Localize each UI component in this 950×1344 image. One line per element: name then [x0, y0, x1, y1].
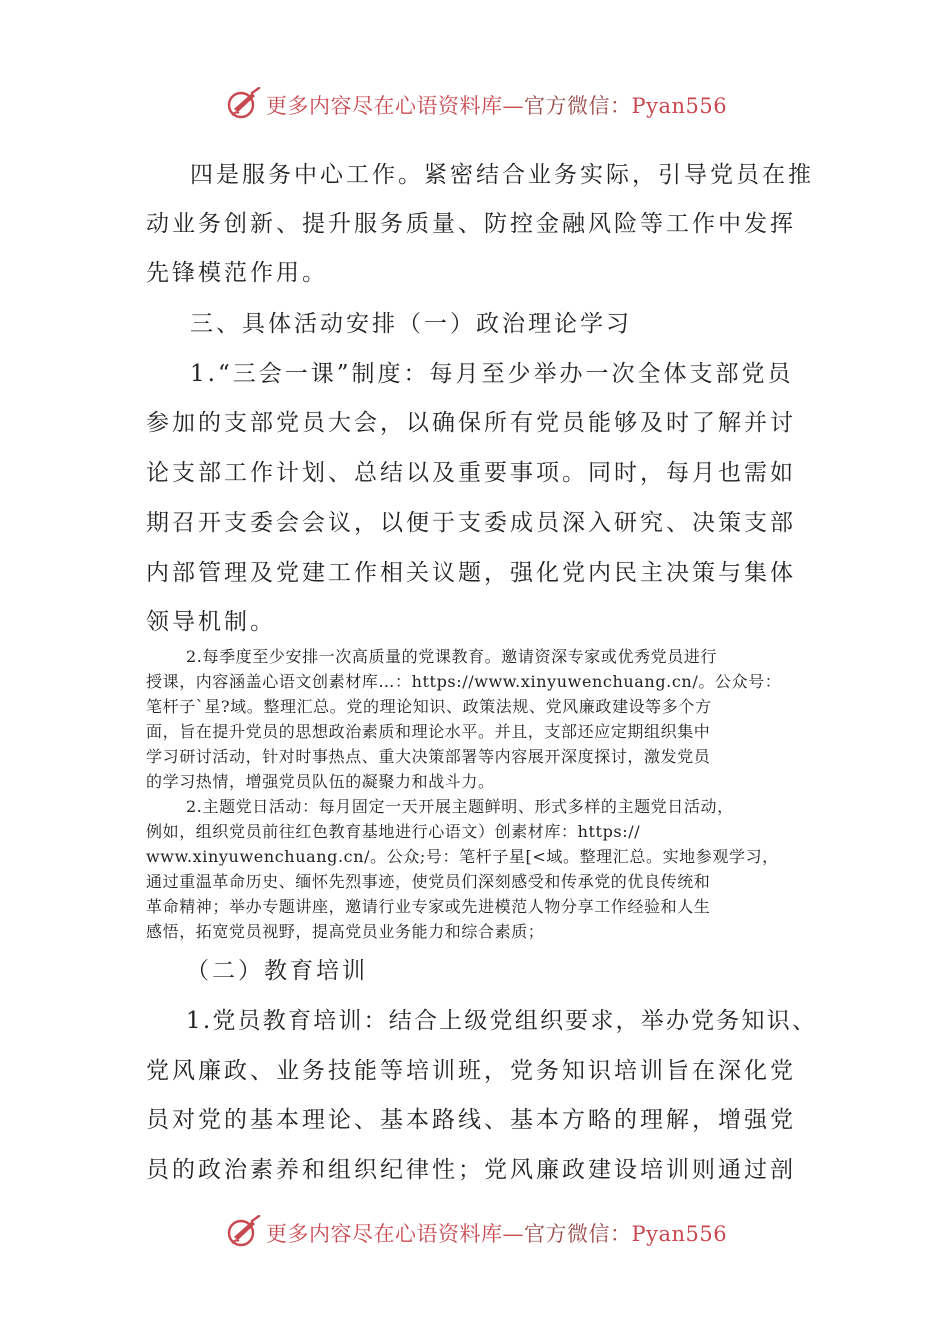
banner-wechat-id: Pyan556	[631, 1222, 728, 1246]
small-text-line: 面，旨在提升党员的思想政治素质和理论水平。并且，支部还应定期组织集中	[146, 722, 711, 741]
text-line: 员对党的基本理论、基本路线、基本方略的理解，增强党	[146, 1107, 796, 1133]
text-line: 领导机制。	[146, 609, 276, 635]
header-banner	[0, 84, 950, 124]
small-text-line: 的学习热情，增强党员队伍的凝聚力和战斗力。	[146, 772, 495, 791]
text-line: 党风廉政、业务技能等培训班，党务知识培训旨在深化党	[146, 1058, 796, 1084]
text-line: 内部管理及党建工作相关议题，强化党内民主决策与集体	[146, 560, 796, 586]
small-text-line: www.xinyuwenchuang.cn/。公众;号：笔杆子星[<域。整理汇总。实地参观学习，	[146, 847, 779, 866]
banner-site-name: 更多内容尽在心语资料库	[266, 94, 503, 118]
text-line: 四是服务中心工作。紧密结合业务实际，引导党员在推	[190, 162, 814, 188]
small-text-line: 授课，内容涵盖心语文创素材库…：https://www.xinyuwenchuang.cn/。公众号：	[146, 672, 782, 691]
small-text-line: 例如，组织党员前往红色教育基地进行心语文）创素材库：https://	[146, 822, 641, 841]
text-line: 参加的支部党员大会，以确保所有党员能够及时了解并讨	[146, 410, 796, 436]
small-text-line: 2.每季度至少安排一次高质量的党课教育。邀请资深专家或优秀党员进行	[186, 647, 718, 666]
text-line: 期召开支委会会议，以便于支委成员深入研究、决策支部	[146, 510, 796, 536]
section-heading: 三、具体活动安排（一）政治理论学习	[190, 311, 632, 337]
text-line: 论支部工作计划、总结以及重要事项。同时，每月也需如	[146, 460, 796, 486]
text-line: 先锋模范作用。	[146, 260, 328, 286]
pen-circle-icon	[226, 87, 262, 121]
banner-wechat-label: 官方微信：	[524, 1222, 632, 1246]
pen-circle-icon	[226, 1215, 262, 1249]
small-text-line: 革命精神；举办专题讲座，邀请行业专家或先进模范人物分享工作经验和人生	[146, 897, 711, 916]
small-text-line: 笔杆子`星?域。整理汇总。党的理论知识、政策法规、党风廉政建设等多个方	[146, 697, 712, 716]
banner-separator: —	[502, 94, 524, 118]
banner-separator: —	[502, 1222, 524, 1246]
banner-site-name: 更多内容尽在心语资料库	[266, 1222, 503, 1246]
small-text-line: 感悟，拓宽党员视野，提高党员业务能力和综合素质；	[146, 922, 545, 941]
text-line: 动业务创新、提升服务质量、防控金融风险等工作中发挥	[146, 211, 796, 237]
section-heading: （二）教育培训	[186, 958, 368, 984]
banner-wechat-id: Pyan556	[631, 94, 728, 118]
text-line: 1.“三会一课”制度：每月至少举办一次全体支部党员	[190, 361, 794, 387]
text-line: 1.党员教育培训：结合上级党组织要求，举办党务知识、	[186, 1008, 818, 1034]
banner-text	[266, 1218, 727, 1248]
small-text-line: 学习研讨活动，针对时事热点、重大决策部署等内容展开深度探讨，激发党员	[146, 747, 711, 766]
banner-text	[266, 90, 727, 120]
footer-banner	[0, 1212, 950, 1252]
banner-wechat-label: 官方微信：	[524, 94, 632, 118]
small-text-line: 通过重温革命历史、缅怀先烈事迹，使党员们深刻感受和传承党的优良传统和	[146, 872, 711, 891]
small-text-line: 2.主题党日活动：每月固定一天开展主题鲜明、形式多样的主题党日活动，	[186, 797, 734, 816]
text-line: 员的政治素养和组织纪律性；党风廉政建设培训则通过剖	[146, 1157, 796, 1183]
